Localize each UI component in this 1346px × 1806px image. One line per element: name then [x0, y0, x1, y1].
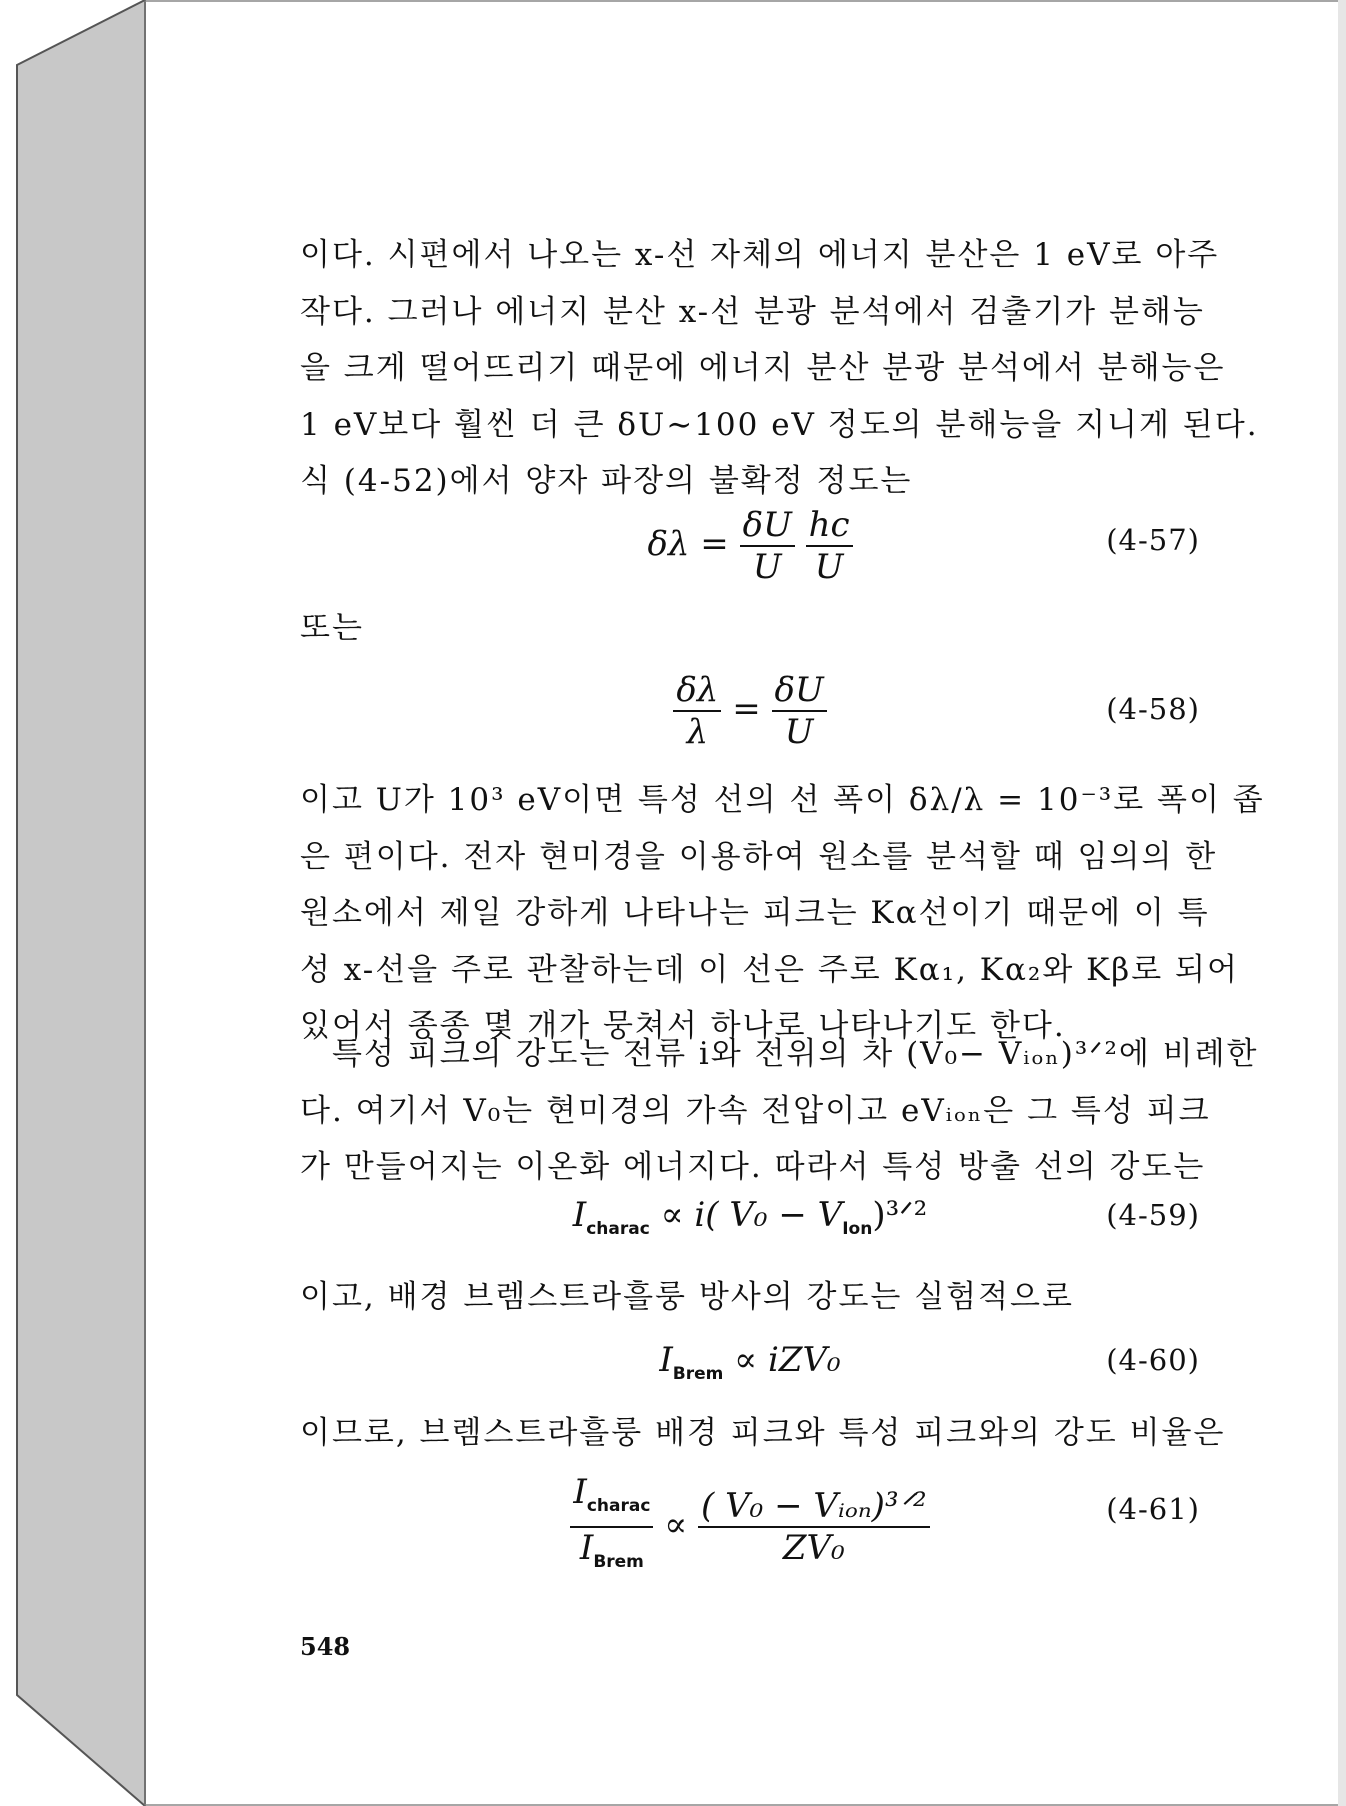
numerator: hc: [808, 505, 850, 545]
equation-body: [300, 505, 1200, 587]
intensity-symbol: I: [659, 1340, 673, 1380]
numerator: δU: [742, 505, 792, 545]
equation-lhs: δλ =: [647, 524, 729, 564]
paragraph-1: [300, 227, 1259, 510]
or-text: [300, 600, 1200, 657]
subscript: Ion: [842, 1218, 873, 1239]
text-line: 특성 피크의 강도는 전류 i와 전위의 차 (V₀− Vᵢₒₙ)³ᐟ²에 비례한: [332, 1036, 1259, 1072]
subscript: charac: [586, 1495, 651, 1516]
denominator: I: [579, 1527, 594, 1568]
fraction: [570, 1472, 653, 1582]
equation-number: (4-61): [1106, 1492, 1200, 1526]
book-spine: [17, 0, 145, 1806]
equation-rhs: i( V₀ − V: [694, 1195, 843, 1235]
equation-number: (4-57): [1106, 523, 1200, 557]
text-line: 가 만들어지는 이온화 에너지다. 따라서 특성 방출 선의 강도는: [300, 1149, 1206, 1185]
equation-4-61: [300, 1472, 1200, 1572]
denominator: U: [752, 547, 782, 587]
subscript: Brem: [593, 1551, 644, 1572]
text-line: 원소에서 제일 강하게 나타나는 피크는 Kα선이기 때문에 이 특: [300, 895, 1210, 931]
subscript: Brem: [672, 1363, 724, 1384]
numerator: ( V₀ − Vᵢₒₙ)³ᐟ²: [701, 1485, 927, 1526]
fraction: [673, 670, 721, 752]
equation-4-58: [300, 670, 1200, 760]
denominator: U: [784, 712, 814, 752]
exponent: )³ᐟ²: [872, 1195, 928, 1235]
subscript: charac: [586, 1218, 650, 1239]
fraction: [698, 1486, 930, 1568]
text-line: 이고 U가 10³ eV이면 특성 선의 선 폭이 δλ/λ = 10⁻³로 폭이 좁: [300, 782, 1265, 818]
proportional-sign: ∝: [660, 1195, 684, 1235]
equation-number: (4-60): [1106, 1343, 1200, 1377]
denominator: U: [814, 547, 844, 587]
numerator: δU: [774, 670, 824, 710]
text-line: 이다. 시편에서 나오는 x-선 자체의 에너지 분산은 1 eV로 아주: [300, 237, 1220, 273]
equation-4-57: [300, 505, 1200, 595]
fraction: [772, 670, 827, 752]
numerator: δλ: [676, 670, 719, 710]
equation-number: (4-59): [1106, 1198, 1200, 1232]
denominator: ZV₀: [782, 1527, 845, 1568]
proportional-sign: ∝: [734, 1340, 758, 1380]
text-line: 은 편이다. 전자 현미경을 이용하여 원소를 분석할 때 임의의 한: [300, 838, 1218, 875]
equation-rhs: iZV₀: [767, 1340, 841, 1380]
page-number: 548: [300, 1632, 351, 1661]
paragraph-3: [300, 1026, 1259, 1196]
equation-body: [300, 1195, 1200, 1239]
text-line: 을 크게 떨어뜨리기 때문에 에너지 분산 분광 분석에서 분해능은: [300, 350, 1226, 386]
text-line: 성 x-선을 주로 관찰하는데 이 선은 주로 Kα₁, Kα₂와 Kβ로 되어: [300, 951, 1239, 988]
denominator: λ: [686, 712, 709, 752]
equation-number: (4-58): [1106, 692, 1200, 726]
numerator: I: [573, 1472, 587, 1512]
intensity-symbol: I: [572, 1195, 587, 1235]
equals-sign: =: [732, 689, 761, 729]
fraction: [740, 505, 795, 587]
text-line: 1 eV보다 훨씬 더 큰 δU∼100 eV 정도의 분해능을 지니게 된다.: [300, 406, 1259, 443]
text-line: 또는: [300, 610, 364, 646]
text-line: 다. 여기서 V₀는 현미경의 가속 전압이고 eVᵢₒₙ은 그 특성 피크: [300, 1092, 1211, 1129]
proportional-sign: ∝: [664, 1504, 688, 1545]
text-line: 작다. 그러나 에너지 분산 x-선 분광 분석에서 검출기가 분해능: [300, 293, 1205, 330]
equation-body: [300, 1472, 1200, 1582]
text-line: 있어서 종종 몇 개가 뭉쳐서 하나로 나타나기도 한다.: [300, 1008, 1066, 1044]
equation-body: [300, 670, 1200, 752]
paragraph-4: [300, 1269, 1200, 1326]
page-shadow-right: [1338, 0, 1346, 1806]
fraction: [806, 505, 853, 587]
paragraph-5: [300, 1405, 1226, 1462]
text-line: 이므로, 브렘스트라흘룽 배경 피크와 특성 피크와의 강도 비율은: [300, 1415, 1226, 1451]
equation-body: [300, 1340, 1200, 1384]
text-line: 이고, 배경 브렘스트라흘룽 방사의 강도는 실험적으로: [300, 1279, 1074, 1315]
text-line: 식 (4-52)에서 양자 파장의 불확정 정도는: [300, 463, 913, 499]
